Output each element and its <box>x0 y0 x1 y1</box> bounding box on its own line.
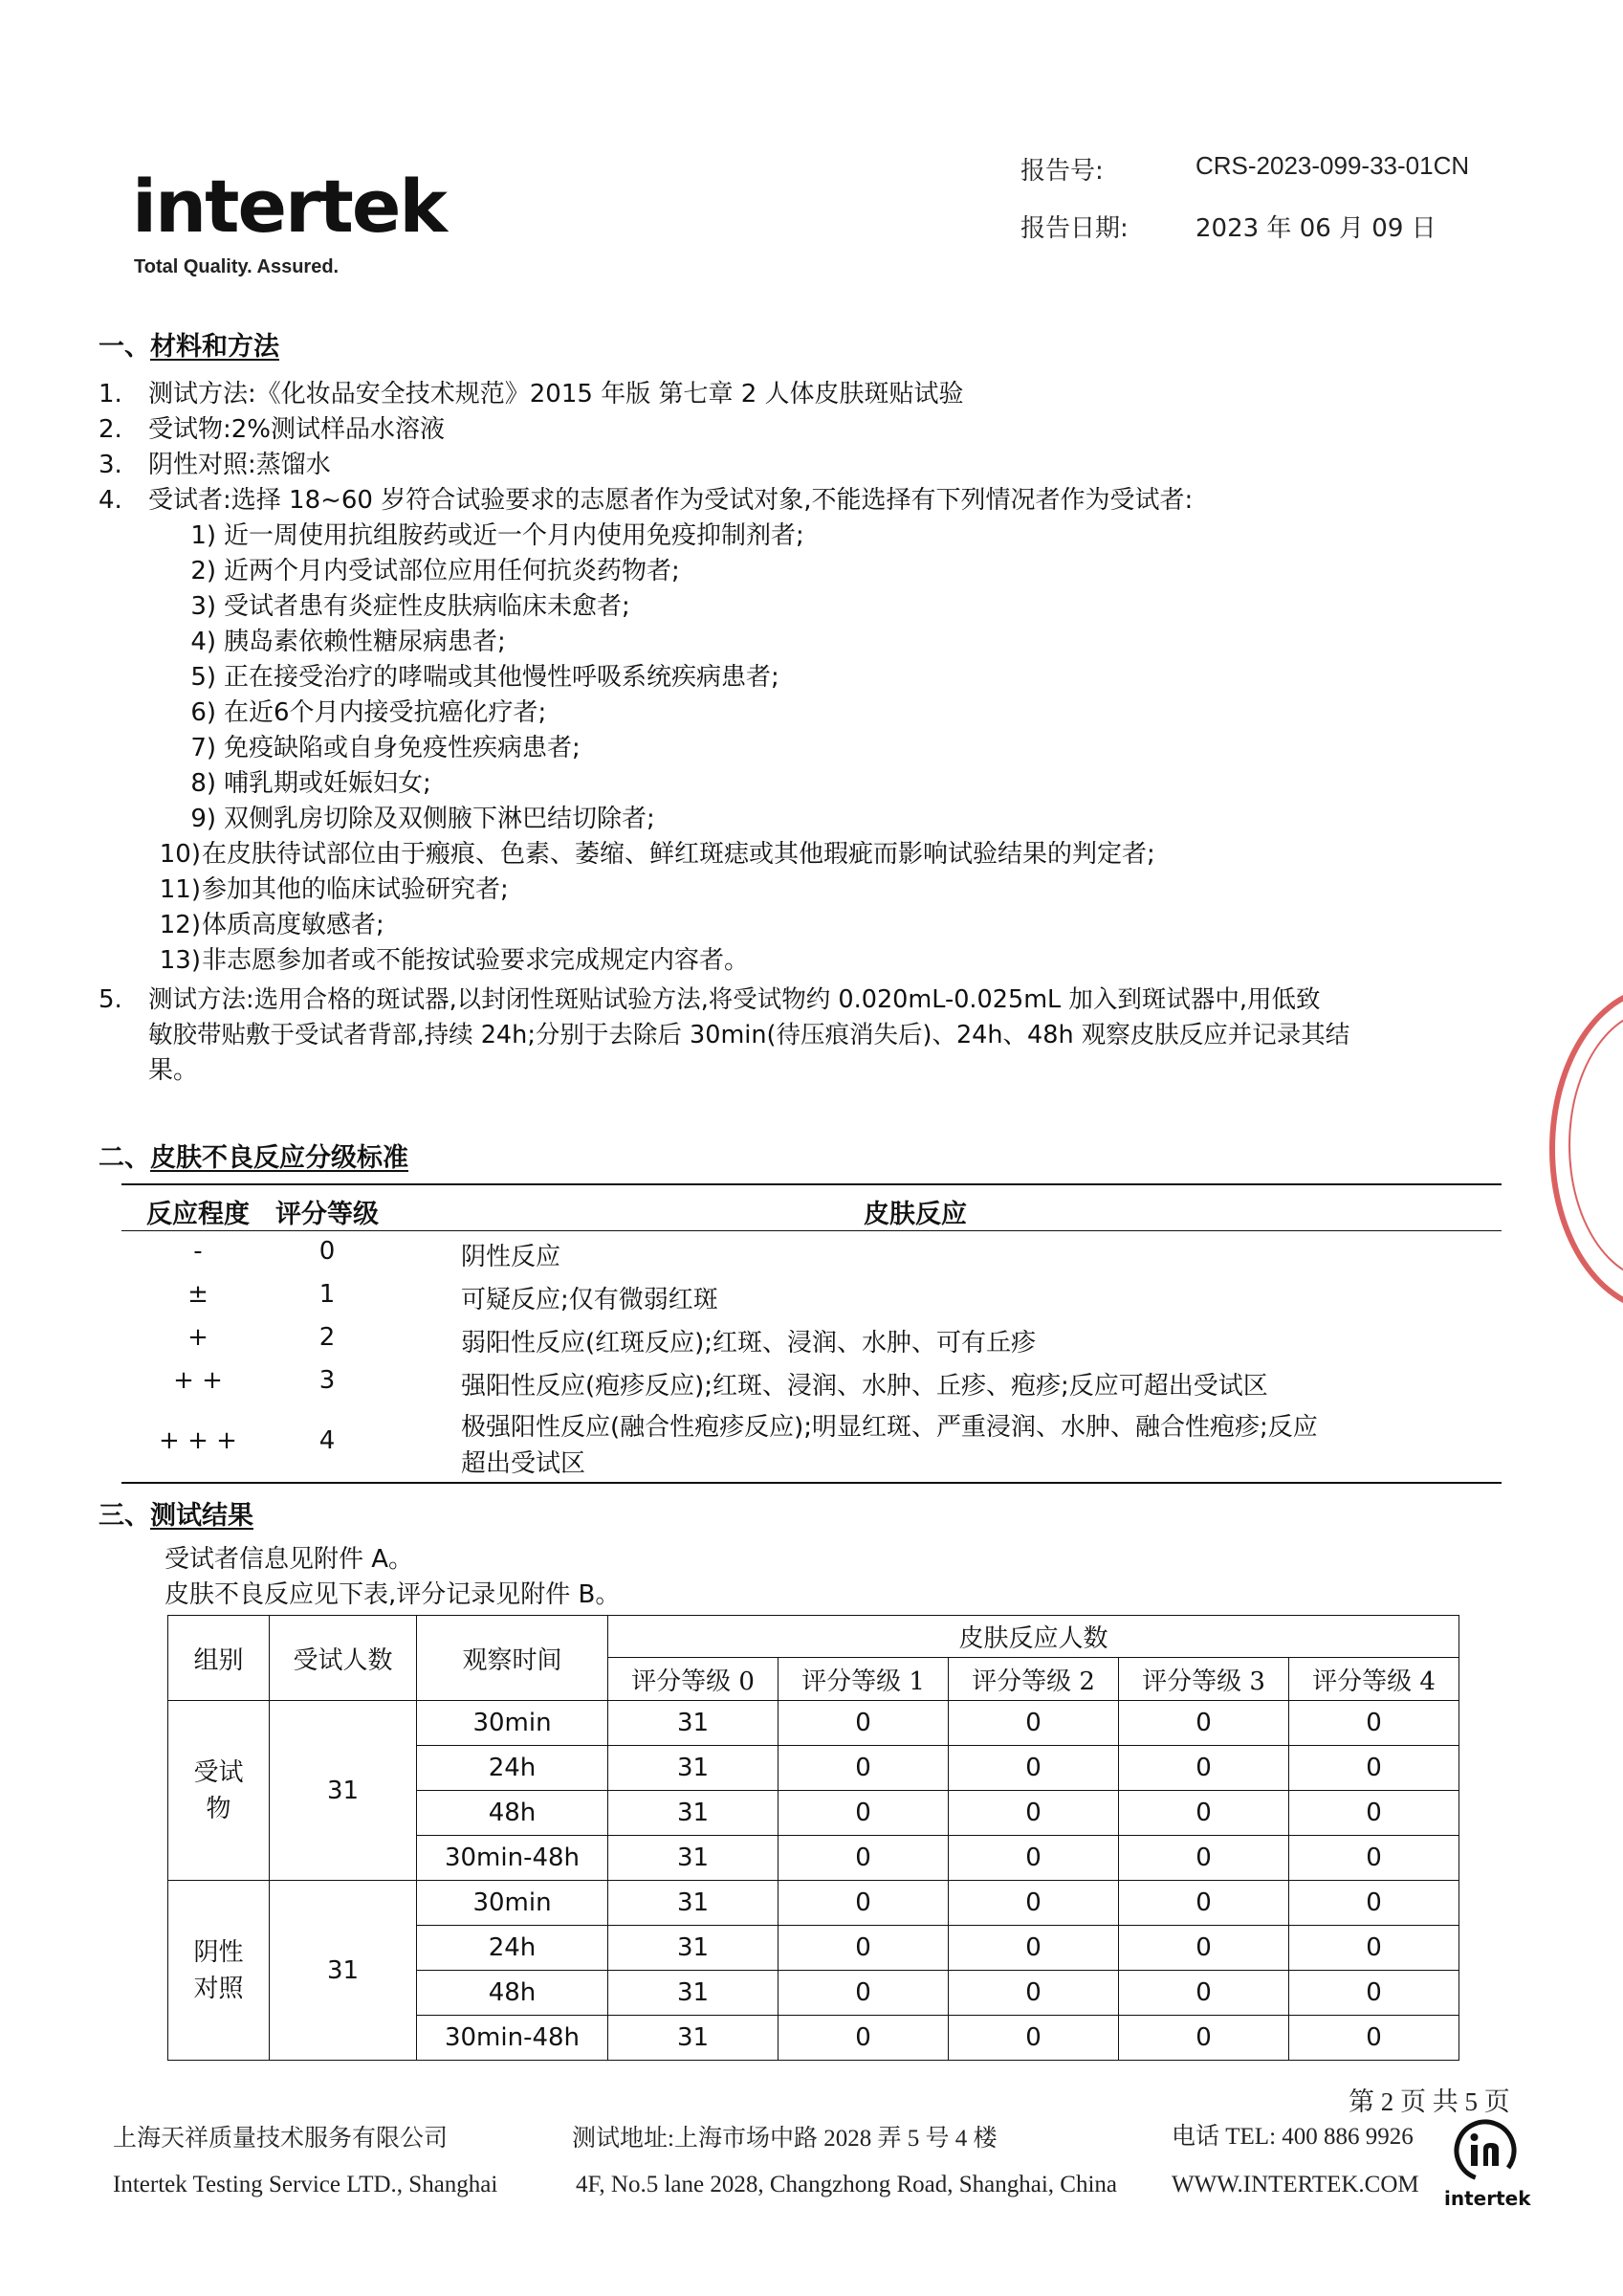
value-cell: 31 <box>608 2016 779 2061</box>
exclusion-text: 胰岛素依赖性糖尿病患者; <box>224 628 506 656</box>
value-cell: 31 <box>608 1881 779 1926</box>
value-cell: 31 <box>608 1791 779 1836</box>
section-3-number: 三、 <box>99 1501 150 1531</box>
header-grade-3: 评分等级 3 <box>1119 1658 1289 1701</box>
grading-table-header <box>121 1185 1502 1231</box>
time-cell: 30min-48h <box>417 2016 608 2061</box>
table-row <box>168 1881 1459 1926</box>
exclusion-item <box>153 943 749 979</box>
subject-info-note: 受试者信息见附件 A。 <box>164 1545 414 1574</box>
value-cell: 0 <box>1289 1746 1459 1791</box>
header-group: 组别 <box>168 1616 270 1701</box>
value-cell: 0 <box>1289 1836 1459 1881</box>
value-cell: 0 <box>949 1881 1119 1926</box>
exclusion-number: 8) <box>190 769 216 798</box>
value-cell: 0 <box>779 1836 949 1881</box>
section-2-title <box>99 1137 408 1174</box>
method-item-4 <box>99 483 122 519</box>
exclusion-number: 9) <box>190 805 216 833</box>
method-item-2 <box>99 412 122 448</box>
header-grade-2: 评分等级 2 <box>949 1658 1119 1701</box>
exclusion-text: 受试者患有炎症性皮肤病临床未愈者; <box>224 592 630 621</box>
exclusion-number: 13) <box>159 946 201 975</box>
exclusion-item <box>153 837 1155 872</box>
value-cell: 0 <box>1119 2016 1289 2061</box>
value-cell: 0 <box>779 1971 949 2016</box>
method-item-3-text: 阴性对照:蒸馏水 <box>148 451 331 479</box>
grading-row <box>121 1274 1502 1317</box>
section-1-title <box>99 325 279 363</box>
value-cell: 0 <box>949 1836 1119 1881</box>
exclusion-item <box>175 802 655 837</box>
time-cell: 48h <box>417 1791 608 1836</box>
footer-logo <box>1442 2116 1528 2187</box>
exclusion-number: 10) <box>159 840 201 869</box>
value-cell: 0 <box>949 1791 1119 1836</box>
header-grade: 评分等级 <box>275 1200 379 1229</box>
footer-company-cn: 上海天祥质量技术服务有限公司 <box>113 2126 449 2152</box>
value-cell: 0 <box>949 1926 1119 1971</box>
method-item-5-line-3: 果。 <box>148 1056 199 1085</box>
grade-cell: 4 <box>318 1426 336 1455</box>
results-header-row <box>168 1616 1459 1658</box>
value-cell: 31 <box>608 1926 779 1971</box>
value-cell: 0 <box>1119 1701 1289 1746</box>
header-grade-0: 评分等级 0 <box>608 1658 779 1701</box>
exclusion-text: 体质高度敏感者; <box>202 911 384 939</box>
group-name-line-1: 受试 <box>193 1757 244 1787</box>
value-cell: 0 <box>1289 2016 1459 2061</box>
exclusion-item <box>175 660 779 695</box>
footer-company-en: Intertek Testing Service LTD., Shanghai <box>113 2172 498 2197</box>
exclusion-number: 4) <box>190 628 216 656</box>
degree-cell: + <box>187 1323 208 1352</box>
value-cell: 0 <box>1289 1881 1459 1926</box>
value-cell: 0 <box>779 1746 949 1791</box>
exclusion-text: 非志愿参加者或不能按试验要求完成规定内容者。 <box>202 946 750 975</box>
footer-phone: 电话 TEL: 400 886 9926 <box>1172 2124 1414 2150</box>
exclusion-text: 哺乳期或妊娠妇女; <box>224 769 431 798</box>
grading-row <box>121 1360 1502 1403</box>
header-reaction: 皮肤反应 <box>864 1200 967 1229</box>
time-cell: 30min <box>417 1881 608 1926</box>
value-cell: 0 <box>1119 1791 1289 1836</box>
footer-logo-text: intertek <box>1444 2187 1531 2210</box>
header-degree: 反应程度 <box>146 1200 250 1229</box>
exclusion-item <box>153 908 384 943</box>
exclusion-item <box>175 554 680 589</box>
intertek-in-icon <box>1442 2116 1528 2183</box>
method-item-5-line-1: 测试方法:选用合格的斑试器,以封闭性斑贴试验方法,将受试物约 0.020mL-0.025mL 加入到斑试器中,用低致 <box>148 985 1321 1014</box>
exclusion-number: 12) <box>159 911 201 939</box>
exclusion-item <box>175 731 581 766</box>
grading-row <box>121 1231 1502 1274</box>
footer-address-cn: 测试地址:上海市场中路 2028 弄 5 号 4 楼 <box>572 2126 998 2152</box>
section-2-heading: 皮肤不良反应分级标准 <box>150 1143 408 1173</box>
method-item-5 <box>99 982 122 1018</box>
exclusion-item <box>175 695 546 731</box>
exclusion-number: 7) <box>190 734 216 762</box>
value-cell: 0 <box>1119 1971 1289 2016</box>
header-reaction-count: 皮肤反应人数 <box>608 1616 1459 1658</box>
exclusion-item <box>175 625 506 660</box>
footer-address-en: 4F, No.5 lane 2028, Changzhong Road, Shanghai, China <box>576 2172 1117 2197</box>
exclusion-text: 在皮肤待试部位由于瘢痕、色素、萎缩、鲜红斑痣或其他瑕疵而影响试验结果的判定者; <box>202 840 1155 869</box>
report-number-label: 报告号: <box>1020 157 1104 186</box>
time-cell: 30min-48h <box>417 1836 608 1881</box>
value-cell: 0 <box>779 1926 949 1971</box>
exclusion-text: 在近6个月内接受抗癌化疗者; <box>224 698 547 727</box>
exclusion-text: 免疫缺陷或自身免疫性疾病患者; <box>224 734 581 762</box>
time-cell: 48h <box>417 1971 608 2016</box>
value-cell: 31 <box>608 1701 779 1746</box>
value-cell: 0 <box>1289 1971 1459 2016</box>
degree-cell: + + <box>173 1366 223 1395</box>
grade-cell: 1 <box>318 1280 336 1309</box>
value-cell: 0 <box>779 1791 949 1836</box>
reaction-cell: 极强阳性反应(融合性疱疹反应);明显红斑、严重浸润、水肿、融合性疱疹;反应 <box>461 1413 1318 1442</box>
value-cell: 0 <box>949 1746 1119 1791</box>
results-table <box>167 1615 1459 2061</box>
report-date: 2023 年 06 月 09 日 <box>1195 214 1437 243</box>
item-number: 5. <box>99 985 122 1014</box>
exclusion-text: 近两个月内受试部位应用任何抗炎药物者; <box>224 557 680 585</box>
group-name-line-1: 阴性 <box>193 1937 244 1967</box>
value-cell: 0 <box>779 1701 949 1746</box>
exclusion-number: 1) <box>190 521 216 550</box>
group-count: 31 <box>270 1881 417 2061</box>
method-item-3 <box>99 448 122 483</box>
value-cell: 31 <box>608 1971 779 2016</box>
value-cell: 0 <box>1289 1791 1459 1836</box>
section-3-title <box>99 1494 253 1532</box>
group-name-negative-control <box>168 1881 270 2061</box>
reaction-cell: 弱阳性反应(红斑反应);红斑、浸润、水肿、可有丘疹 <box>461 1329 1037 1358</box>
logo-tagline: Total Quality. Assured. <box>134 256 340 277</box>
section-1-number: 一、 <box>99 332 150 362</box>
value-cell: 0 <box>1119 1746 1289 1791</box>
group-name-line-2: 对照 <box>193 1974 244 2003</box>
section-1-heading: 材料和方法 <box>150 332 279 362</box>
value-cell: 0 <box>1119 1926 1289 1971</box>
footer-website: WWW.INTERTEK.COM <box>1172 2172 1419 2197</box>
grade-cell: 3 <box>318 1366 336 1395</box>
report-number: CRS-2023-099-33-01CN <box>1195 151 1470 180</box>
grading-row <box>121 1317 1502 1360</box>
report-date-label: 报告日期: <box>1020 214 1129 243</box>
degree-cell: ± <box>187 1280 208 1309</box>
value-cell: 0 <box>1289 1701 1459 1746</box>
item-number: 2. <box>99 415 122 444</box>
method-item-1 <box>99 377 122 412</box>
exclusion-text: 正在接受治疗的哮喘或其他慢性呼吸系统疾病患者; <box>224 663 779 692</box>
reaction-cell: 阴性反应 <box>461 1243 561 1271</box>
degree-cell: + + + <box>159 1426 237 1455</box>
exclusion-number: 2) <box>190 557 216 585</box>
value-cell: 0 <box>949 1701 1119 1746</box>
header-time: 观察时间 <box>417 1616 608 1701</box>
group-name-test <box>168 1701 270 1881</box>
degree-cell: - <box>193 1237 203 1266</box>
exclusion-text: 近一周使用抗组胺药或近一个月内使用免疫抑制剂者; <box>224 521 804 550</box>
exclusion-item <box>175 519 804 554</box>
item-number: 4. <box>99 486 122 515</box>
grading-row <box>121 1403 1502 1482</box>
value-cell: 31 <box>608 1836 779 1881</box>
intertek-logo: intertek <box>132 164 446 249</box>
exclusion-number: 11) <box>159 875 201 904</box>
exclusion-item <box>175 589 630 625</box>
value-cell: 31 <box>608 1746 779 1791</box>
exclusion-item <box>175 766 431 802</box>
group-count: 31 <box>270 1701 417 1881</box>
exclusion-text: 双侧乳房切除及双侧腋下淋巴结切除者; <box>224 805 655 833</box>
value-cell: 0 <box>1289 1926 1459 1971</box>
item-number: 3. <box>99 451 122 479</box>
reaction-note: 皮肤不良反应见下表,评分记录见附件 B。 <box>164 1580 621 1609</box>
reaction-cell-continued: 超出受试区 <box>461 1449 586 1478</box>
time-cell: 24h <box>417 1926 608 1971</box>
value-cell: 0 <box>779 1881 949 1926</box>
time-cell: 24h <box>417 1746 608 1791</box>
header-grade-1: 评分等级 1 <box>779 1658 949 1701</box>
value-cell: 0 <box>949 1971 1119 2016</box>
item-number: 1. <box>99 380 122 408</box>
exclusion-number: 5) <box>190 663 216 692</box>
method-item-2-text: 受试物:2%测试样品水溶液 <box>148 415 446 444</box>
grade-cell: 2 <box>318 1323 336 1352</box>
exclusion-number: 6) <box>190 698 216 727</box>
page-number: 第 2 页 共 5 页 <box>1349 2087 1510 2116</box>
section-3-heading: 测试结果 <box>150 1501 253 1531</box>
section-2-number: 二、 <box>99 1143 150 1173</box>
value-cell: 0 <box>779 2016 949 2061</box>
value-cell: 0 <box>1119 1836 1289 1881</box>
value-cell: 0 <box>1119 1881 1289 1926</box>
table-row <box>168 1701 1459 1746</box>
time-cell: 30min <box>417 1701 608 1746</box>
method-item-1-text: 测试方法:《化妆品安全技术规范》2015 年版 第七章 2 人体皮肤斑贴试验 <box>148 380 964 408</box>
method-item-4-text: 受试者:选择 18~60 岁符合试验要求的志愿者作为受试对象,不能选择有下列情况者作为受试者: <box>148 486 1194 515</box>
grade-cell: 0 <box>318 1237 336 1266</box>
reaction-cell: 可疑反应;仅有微弱红斑 <box>461 1286 718 1314</box>
exclusion-number: 3) <box>190 592 216 621</box>
method-item-5-line-2: 敏胶带贴敷于受试者背部,持续 24h;分别于去除后 30min(待压痕消失后)、24h、48h 观察皮肤反应并记录其结 <box>148 1021 1350 1049</box>
grading-standard-table <box>121 1183 1502 1484</box>
exclusion-item <box>153 872 509 908</box>
header-count: 受试人数 <box>270 1616 417 1701</box>
header-grade-4: 评分等级 4 <box>1289 1658 1459 1701</box>
value-cell: 0 <box>949 2016 1119 2061</box>
exclusion-text: 参加其他的临床试验研究者; <box>202 875 509 904</box>
group-name-line-2: 物 <box>206 1794 231 1823</box>
reaction-cell: 强阳性反应(疱疹反应);红斑、浸润、水肿、丘疹、疱疹;反应可超出受试区 <box>461 1372 1268 1401</box>
